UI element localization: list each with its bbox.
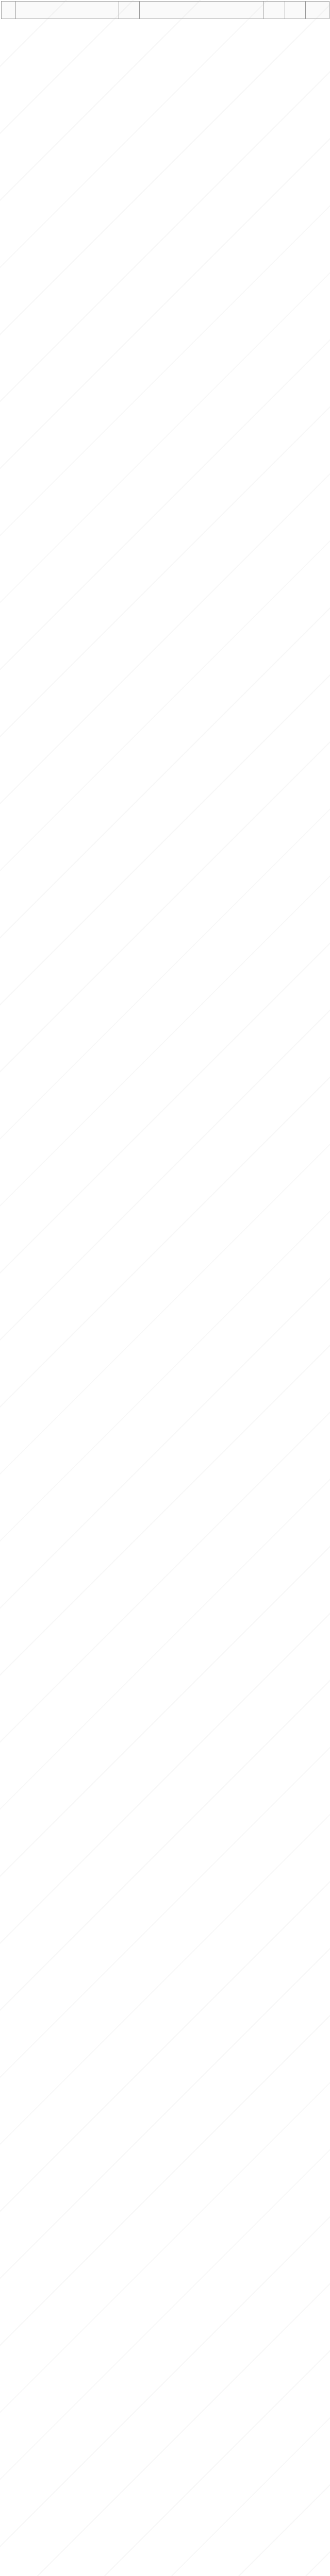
header-plan-count <box>263 2 285 19</box>
header-major-code <box>119 2 140 19</box>
header-years <box>285 2 306 19</box>
header-row <box>2 2 329 19</box>
header-school-code <box>2 2 16 19</box>
admission-plan-table <box>1 1 329 19</box>
header-school-name <box>16 2 119 19</box>
header-major-name <box>140 2 263 19</box>
header-fee <box>306 2 329 19</box>
table-header <box>2 2 329 19</box>
